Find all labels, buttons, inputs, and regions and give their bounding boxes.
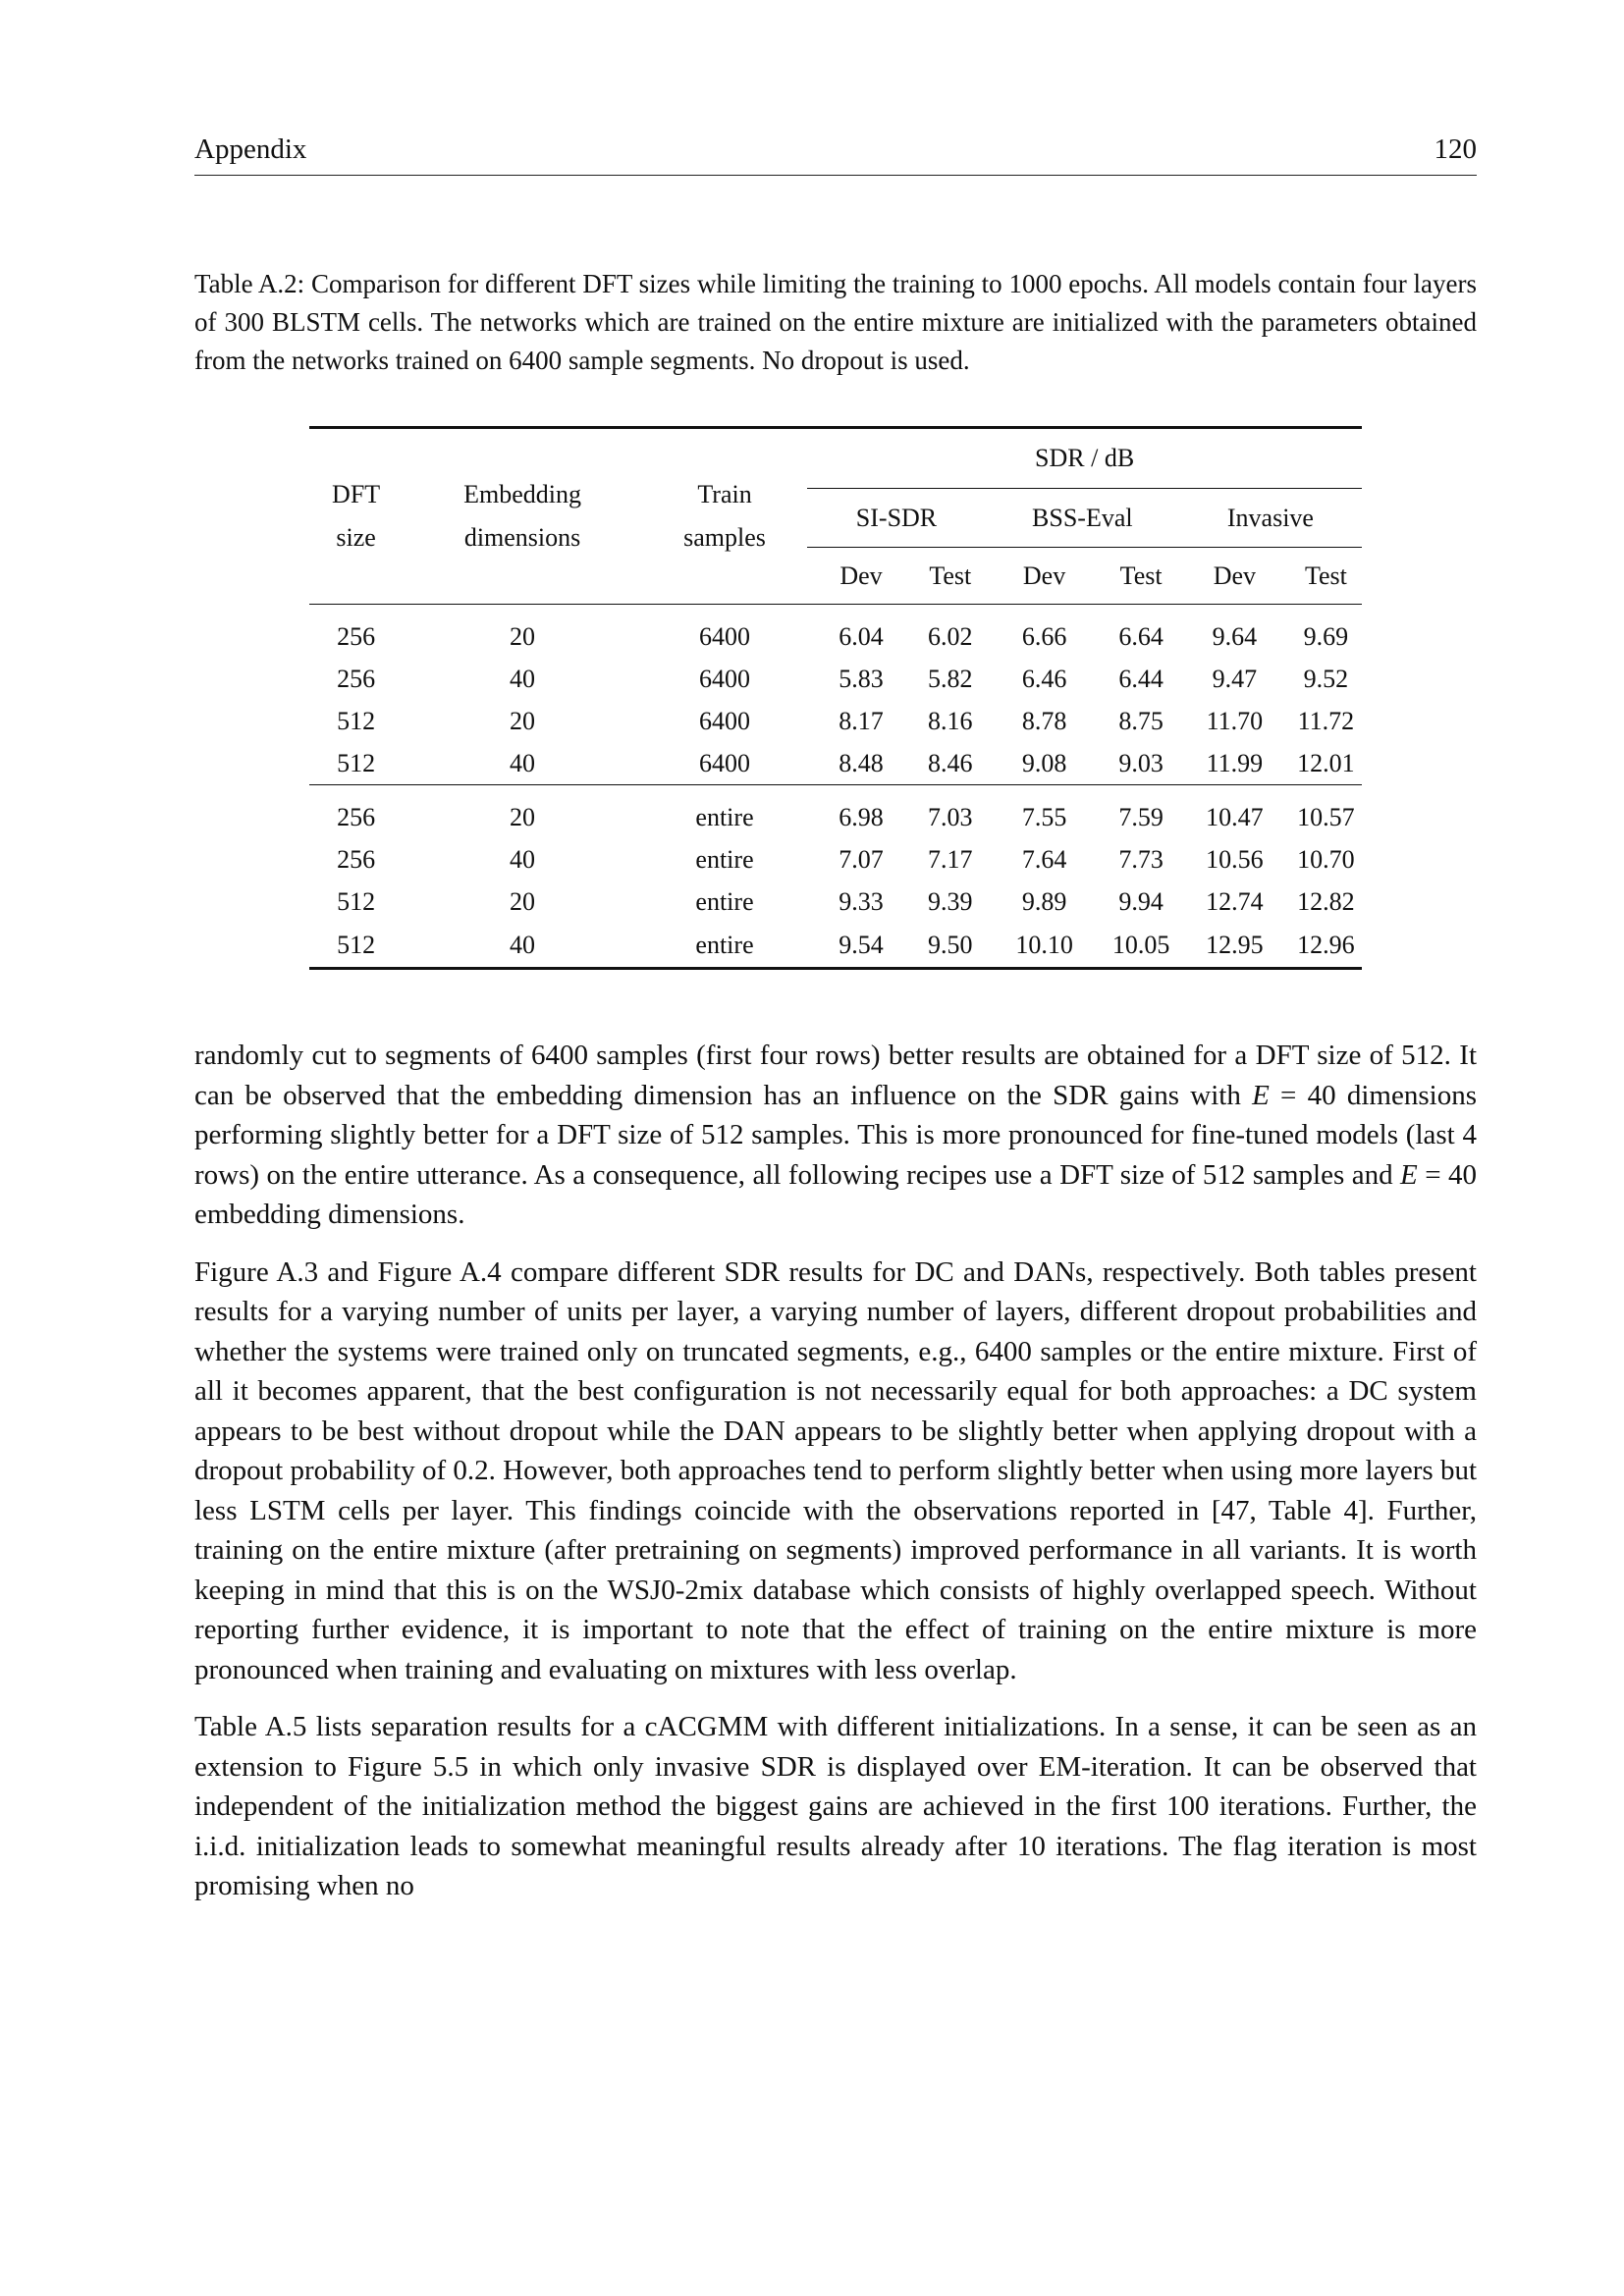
paragraph: randomly cut to segments of 6400 samples (first four rows) better results are obtained for a DFT size of 512. It can be observed that the embedding dimension has an influence on the SDR gains with E = 40 dimensions performing slightly better for a DFT size of 512 samples. This is more pronounced for fine-tuned models (last 4 rows) on the entire utterance. As a consequence, all following recipes use a DFT size of 512 samples and E = 40 embedding dimensions.: [194, 1040, 1478, 1230]
table-row: 256 20 6400 6.04 6.02 6.66 6.64 9.64 9.69: [337, 622, 1349, 651]
table-row: 512 40 6400 8.48 8.46 9.08 9.03 11.99 12.01: [309, 743, 1362, 785]
header-bss-eval: BSS-Eval: [986, 489, 1179, 548]
subheader-test: Test: [1119, 561, 1163, 590]
body-text: [194, 1036, 1477, 1924]
math-variable: E: [1400, 1158, 1418, 1191]
table-row: 256 40 6400 5.83 5.82 6.46 6.44 9.47 9.52: [337, 665, 1349, 693]
page-number: 120: [1434, 133, 1477, 165]
table-row: 512 20 6400 8.17 8.16 8.78 8.75 11.70 11.72: [337, 707, 1355, 735]
paragraph: Table A.5 lists separation results for a cACGMM with different initializations. In a sense, it can be seen as an extension to Figure 5.5 in which only invasive SDR is displayed over EM-iteration. It can be observed that independent of the initialization method the biggest gains are achieved in the first 100 iterations. Further, the i.i.d. initialization leads to somewhat meaningful results already after 10 iterations. The flag iteration is most promising when no: [194, 1711, 1477, 1901]
subheader-dev: Dev: [1213, 561, 1257, 590]
table-row: 256 20 entire 6.98 7.03 7.55 7.59 10.47 10.57: [337, 803, 1355, 831]
table-row: 512 20 entire 9.33 9.39 9.89 9.94 12.74 12.82: [337, 887, 1355, 916]
header-dft: DFT size: [332, 480, 381, 552]
header-train: Train samples: [683, 480, 766, 552]
subheader-test: Test: [929, 561, 972, 590]
header-embedding: Embedding dimensions: [463, 480, 581, 552]
subheader-dev: Dev: [1022, 561, 1066, 590]
paragraph: Figure A.3 and Figure A.4 compare different SDR results for DC and DANs, respectively. Both tables present results for a varying number of units per layer, a varying number of layers, different dropout probabilities and whether the systems were trained only on truncated segments, e.g., 6400 samples or the entire mixture. First of all it becomes apparent, that the best configuration is not necessarily equal for both approaches: a DC system appears to be best without dropout while the DAN appears to be slightly better when applying dropout with a dropout probability of 0.2. However, both approaches tend to perform slightly better when using more layers but less LSTM cells per layer. This findings coincide with the observations reported in [47, Table 4]. Further, training on the entire mixture (after pretraining on segments) improved performance in all variants. It is worth keeping in mind that this is on the WSJ0-2mix database which consists of highly overlapped speech. Without reporting further evidence, it is important to note that the effect of training on the entire mixture is more pronounced when training and evaluating on mixtures with less overlap.: [194, 1255, 1477, 1685]
subheader-test: Test: [1304, 561, 1347, 590]
running-header: [194, 128, 1477, 176]
table-row: 256 40 entire 7.07 7.17 7.64 7.73 10.56 10.70: [337, 845, 1355, 874]
subheader-dev: Dev: [839, 561, 883, 590]
table-caption: Table A.2: Comparison for different DFT sizes while limiting the training to 1000 epochs. All models contain four layers of 300 BLSTM cells. The networks which are trained on the entire mixture are initialized with the parameters obtained from the networks trained on 6400 sample segments. No dropout is used.: [194, 269, 1477, 375]
header-si-sdr: SI-SDR: [807, 489, 986, 548]
results-table: [309, 426, 1362, 970]
math-variable: E: [1252, 1079, 1270, 1111]
header-sdr-group: SDR / dB: [807, 428, 1362, 489]
table-row: 512 40 entire 9.54 9.50 10.10 10.05 12.95 12.96: [309, 924, 1362, 969]
header-section: Appendix: [194, 133, 307, 165]
header-invasive: Invasive: [1179, 489, 1362, 548]
